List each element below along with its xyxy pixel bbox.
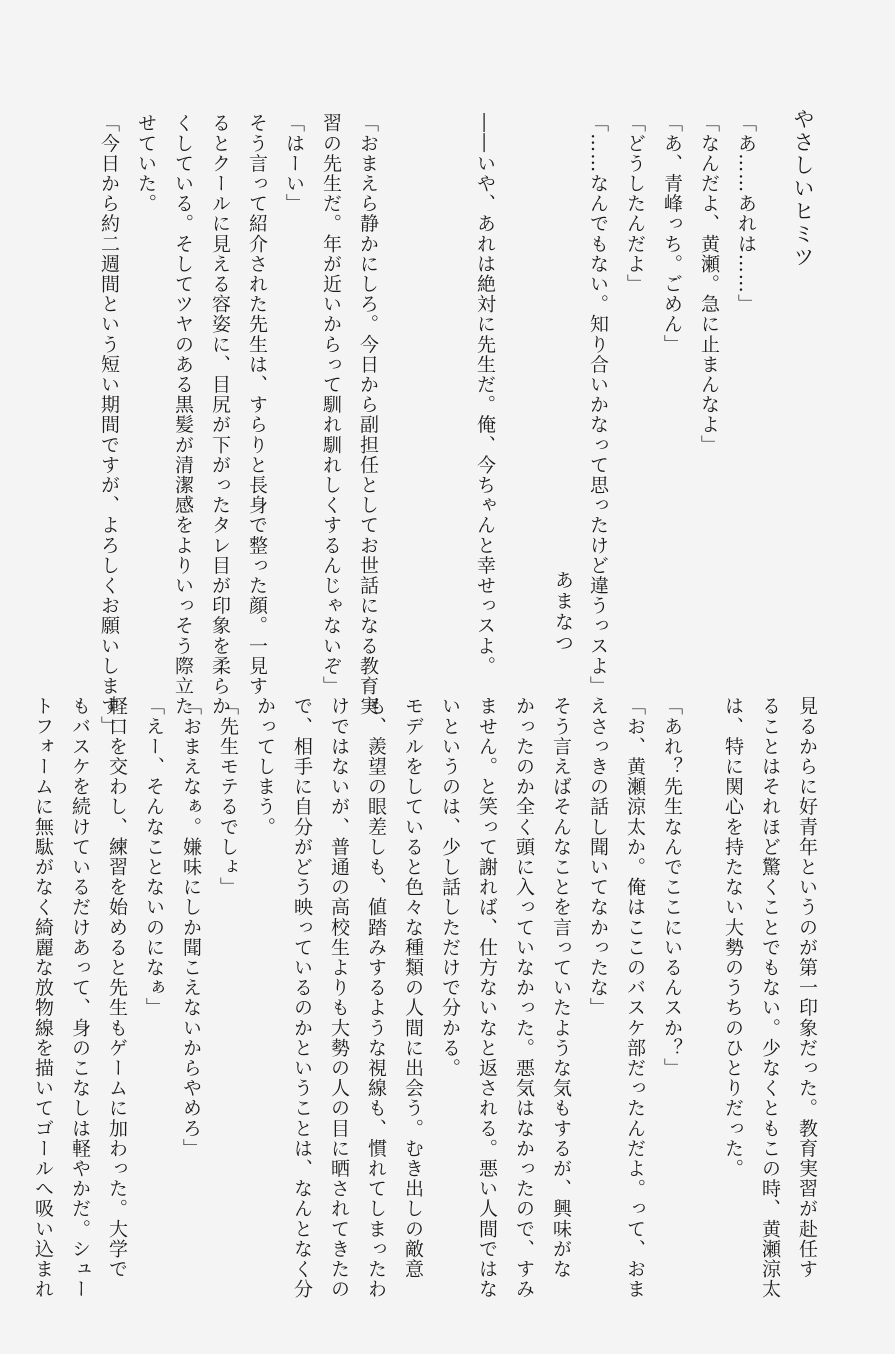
- text-line: もバスケを続けているだけあって、身のこなしは軽やかだ。シュー: [69, 696, 91, 1299]
- text-line: けではないが、普通の高校生よりも大勢の人の目に晒されてきたの: [328, 696, 350, 1299]
- text-line: 「えー、そんなことないのになぁ」: [143, 696, 165, 1018]
- text-line: るとクールに見える容姿に、目尻が下がったタレ目が印象を柔らか: [209, 113, 231, 716]
- text-line: いというのは、少し話しただけで分かる。: [439, 696, 461, 1078]
- text-line: 「あ……あれは……」: [735, 113, 757, 314]
- text-line: で、相手に自分がどう映っているのかということは、なんとなく分: [291, 696, 313, 1299]
- text-line: 習の先生だ。年が近いからって馴れ馴れしくするんじゃないぞ」: [320, 113, 342, 696]
- text-line: 「お、黄瀬涼太か。俺はここのバスケ部だったんだよ。って、おま: [624, 696, 646, 1299]
- text-line: 「あ、青峰っち。ごめん」: [661, 113, 683, 355]
- text-line: そう言えばそんなことを言っていたような気もするが、興味がな: [550, 696, 572, 1279]
- text-line: は、特に関心を持たない大勢のうちのひとりだった。: [722, 696, 744, 1179]
- text-line: も、羨望の眼差しも、値踏みするような視線も、慣れてしまったわ: [365, 696, 387, 1299]
- text-line: 「おまえなぁ。嫌味にしか聞こえないからやめろ」: [180, 696, 202, 1159]
- text-line: そう言って紹介された先生は、すらりと長身で整った顔。一見す: [246, 113, 268, 696]
- text-line: えさっきの話し聞いてなかったな」: [587, 696, 609, 1018]
- text-line: 「……なんでもない。知り合いかなって思ったけど違うっスよ」: [587, 113, 609, 696]
- text-line: モデルをしていると色々な種類の人間に出会う。むき出しの敵意: [402, 696, 424, 1279]
- text-line: せていた。: [135, 113, 157, 214]
- text-line: 「どうしたんだよ」: [624, 113, 646, 294]
- text-line: ません。と笑って謝れば、仕方ないなと返される。悪い人間ではな: [476, 696, 498, 1299]
- author-name: あまなつ: [552, 570, 574, 654]
- text-line: かったのか全く頭に入っていなかった。悪気はなかったので、すみ: [513, 696, 535, 1299]
- text-line: ――いや、あれは絶対に先生だ。俺、今ちゃんと幸せっスよ。: [474, 113, 496, 676]
- text-line: 「あれ？先生なんでここにいるんスか？」: [661, 696, 683, 1078]
- text-line: かってしまう。: [254, 696, 276, 837]
- text-line: ることはそれほど驚くことでもない。少なくともこの時、黄瀬涼太: [759, 696, 781, 1299]
- text-line: 「今日から約二週間という短い期間ですが、よろしくお願いします」: [98, 113, 120, 737]
- text-line: 軽口を交わし、練習を始めると先生もゲームに加わった。大学で: [106, 696, 128, 1279]
- text-line: 「はーい」: [283, 113, 305, 214]
- text-line: 「先生モテるでしょ」: [217, 696, 239, 897]
- text-line: 見るからに好青年というのが第一印象だった。教育実習が赴任す: [796, 696, 818, 1279]
- text-line: くしている。そしてツヤのある黒髪が清潔感をよりいっそう際立た: [172, 113, 194, 716]
- text-line: トフォームに無駄がなく綺麗な放物線を描いてゴールへ吸い込まれ: [32, 696, 54, 1299]
- story-title: やさしいヒミツ: [791, 108, 815, 269]
- text-line: 「おまえら静かにしろ。今日から副担任としてお世話になる教育実: [357, 113, 379, 716]
- text-line: 「なんだよ、黄瀬。急に止まんなよ」: [698, 113, 720, 455]
